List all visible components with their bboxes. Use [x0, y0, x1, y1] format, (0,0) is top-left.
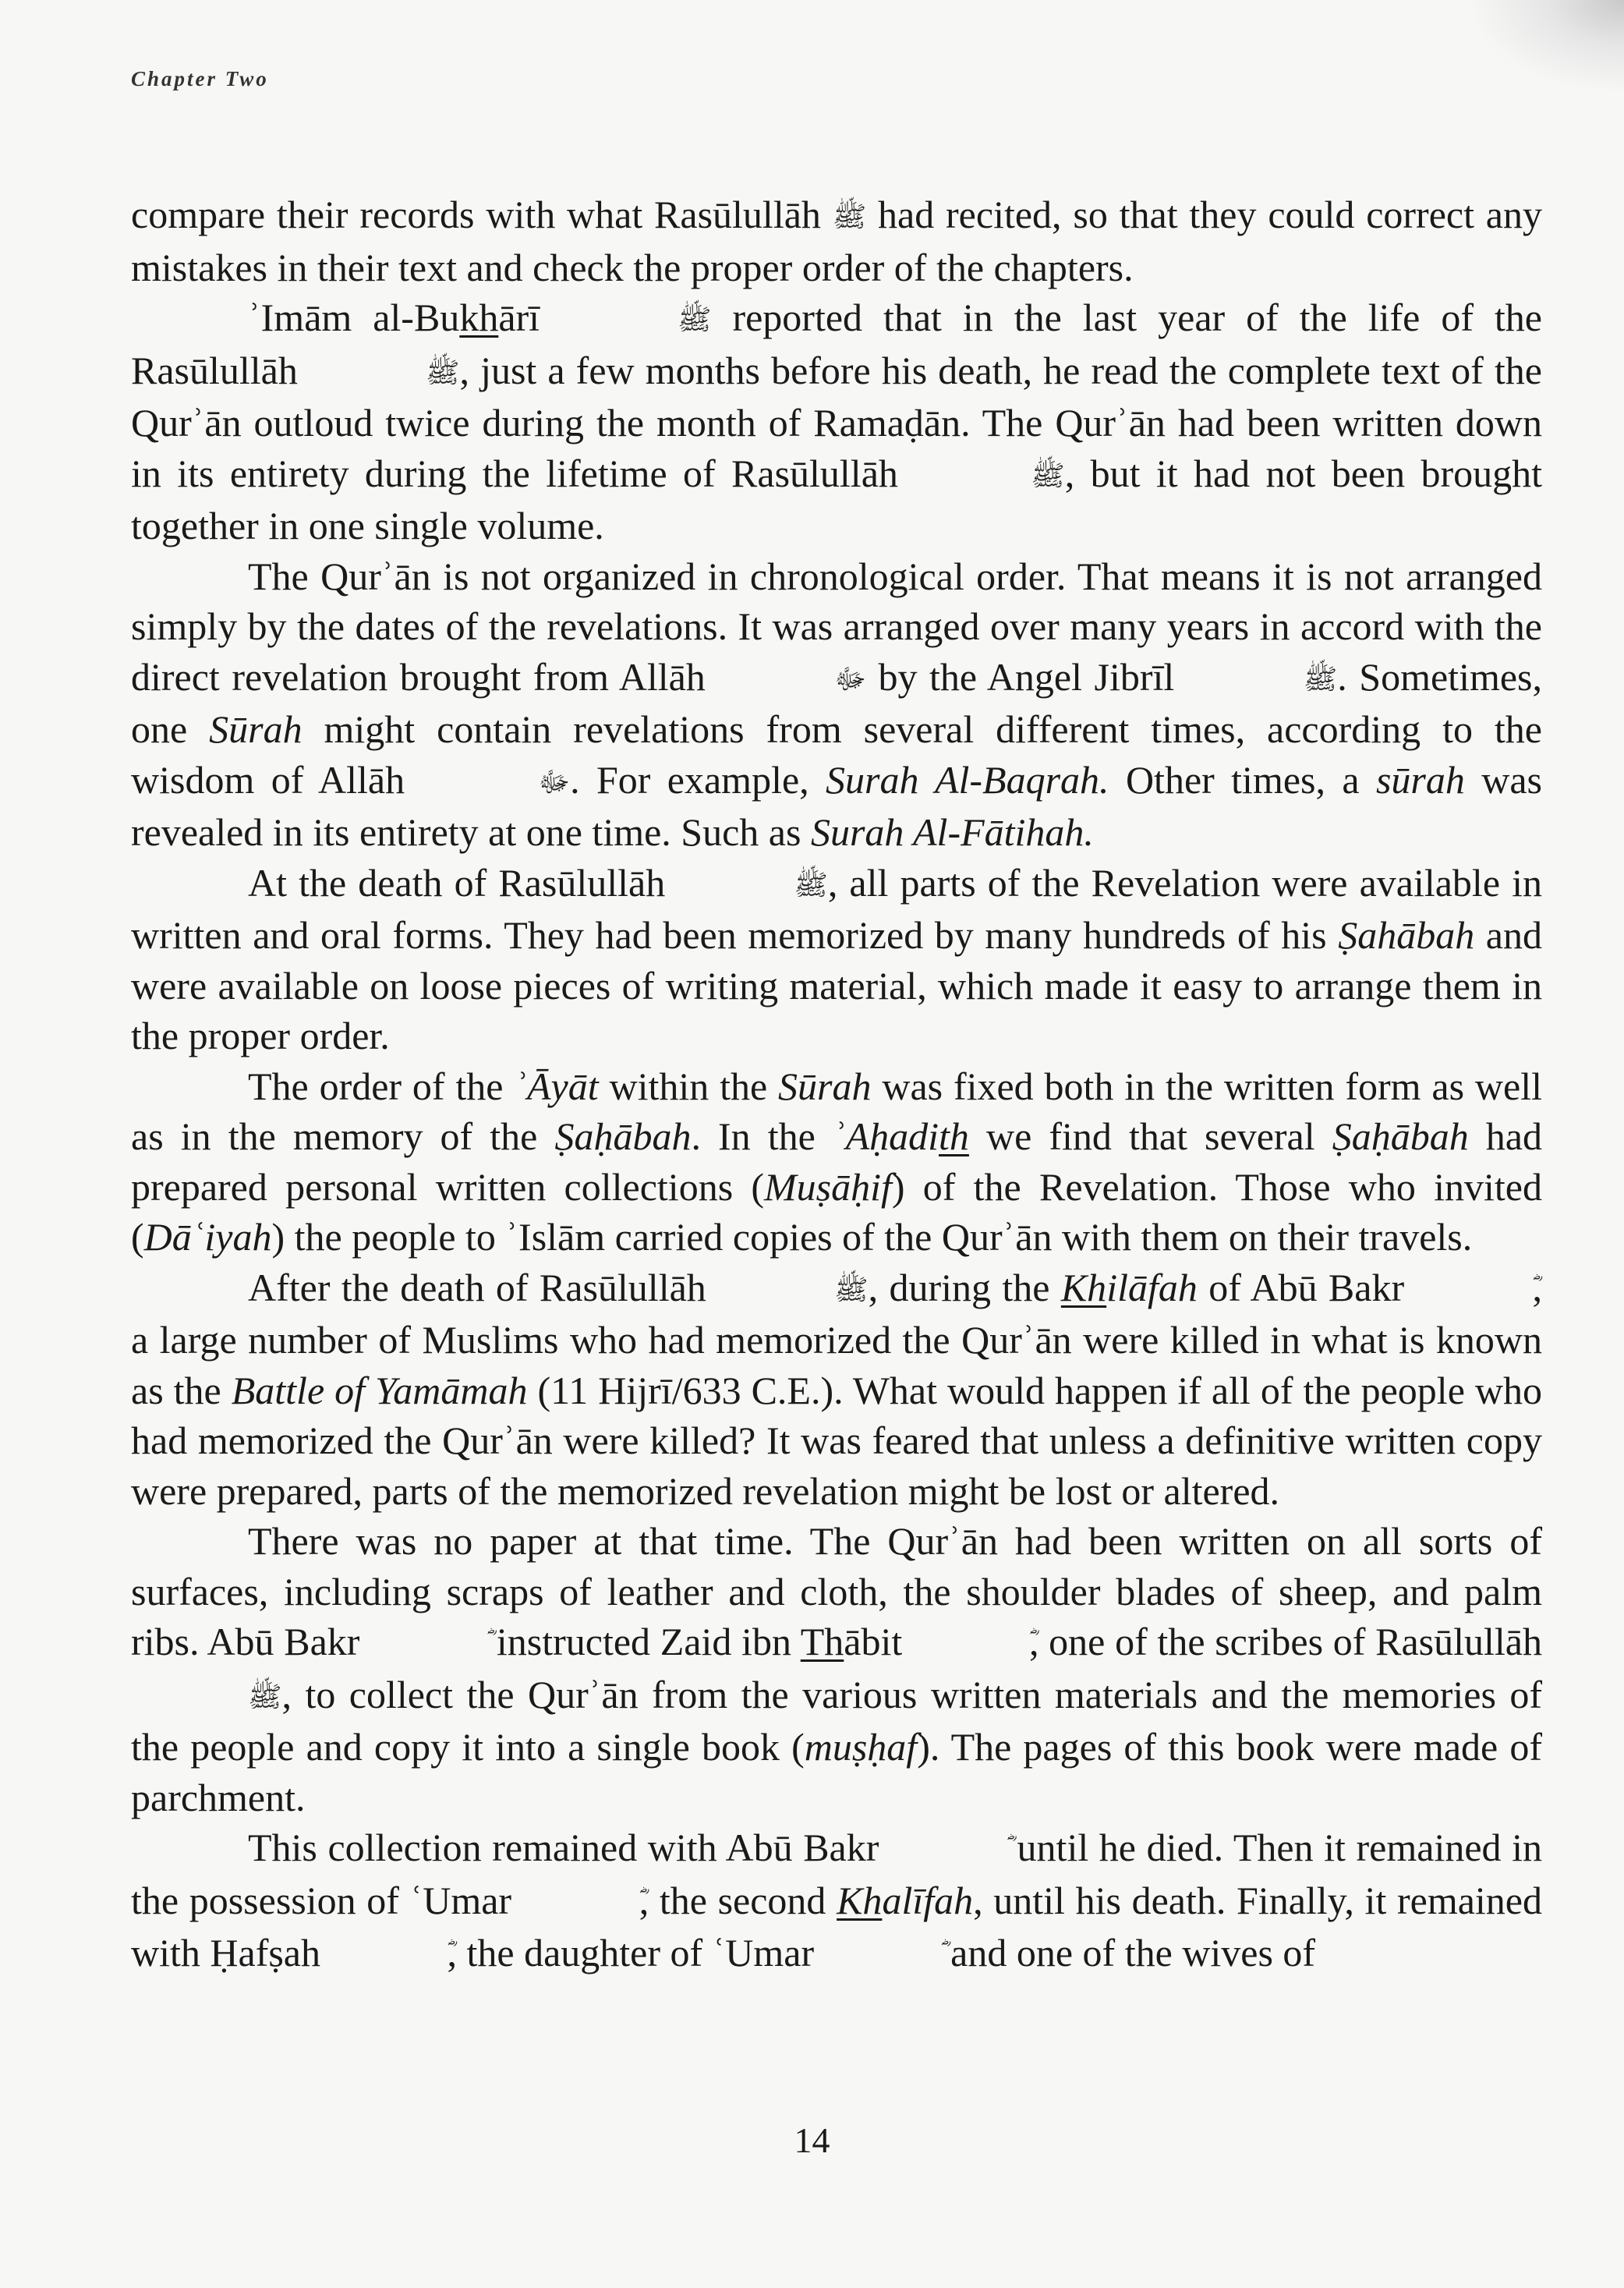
paragraph-2: ʾImām al-Bukhārī ﷺ reported that in the last year of the life of the Rasūlullāh ﷺ, just a few months before his death, he read the complete text of the Qurʾān outloud twice during the month of Ramaḍān. The Qurʾān had been written down in its entirety during the lifetime of Rasūlullāh ﷺ, but it had not been brought together in one single volume.	[131, 296, 1543, 547]
paragraph-4: At the death of Rasūlullāh ﷺ, all parts of the Revelation were available in written and oral forms. They had been memorized by many hundreds of his Ṣahābah and were available on loose pieces of writing material, which made it easy to arrange them in the proper order.	[131, 860, 1542, 1057]
paragraph-6: After the death of Rasūlullāh ﷺ, during the Khilāfah of Abū Bakr , a large number of Muslims who had memorized the Qurʾān were killed in what is known as the Battle of Yamāmah (11 Hijrī/633 C.E.). What would happen if all of the people who had memorized the Qurʾān were killed? It was feared that unless a definitive written copy were prepared, parts of the memorized revelation might be lost or altered.	[131, 1265, 1542, 1513]
honorific-icon: ﷺ	[1303, 663, 1338, 695]
running-head: Chapter Two	[131, 67, 269, 90]
honorific-icon	[331, 1930, 448, 1981]
honorific-icon: ﷺ	[1031, 459, 1065, 491]
honorific-icon: ﷺ	[425, 356, 460, 388]
page-corner-shadow	[1468, 0, 1624, 94]
page-number: 14	[794, 2120, 830, 2160]
paragraph-5: The order of the ʾĀyāt within the Sūrah was fixed both in the written form as well as in the memory of the Ṣaḥābah. In the ʾAḥadith we find that several Ṣaḥābah had prepared personal written collections (Muṣāḥif) of the Revelation. Those who invited (Dāʿiyah) the people to ʾIslām carried copies of the Qurʾān with them on their travels.	[131, 1064, 1542, 1259]
honorific-icon: ﷺ	[248, 1681, 282, 1712]
honorific-icon: ﷺ	[794, 869, 828, 901]
honorific-icon	[370, 1619, 486, 1670]
honorific-icon	[522, 1878, 639, 1929]
paragraph-7: There was no paper at that time. The Qurʾān had been written on all sorts of surfaces, including scraps of leather and cloth, the shoulder blades of sheep, and palm ribs. Abū Bakr instructed Zaid ibn Thābit , one of the scribes of Rasūlullāh ﷺ, to collect the Qurʾān from the various written materials and the memories of the people and copy it into a single book (muṣḥaf). The pages of this book were made of parchment.	[131, 1519, 1542, 1819]
honorific-icon: ﷻ	[538, 766, 571, 798]
paragraph-1: compare their records with what Rasūlullāh ﷺ had recited, so that they could correct any mistakes in their text and check the proper order of the chapters.	[131, 193, 1542, 289]
honorific-icon	[1415, 1265, 1532, 1316]
body-text	[131, 189, 1542, 1981]
honorific-icon	[824, 1930, 941, 1981]
paragraph-8: This collection remained with Abū Bakr until he died. Then it remained in the possession of ʿUmar , the second Khalīfah, until his death. Finally, it remained with Ḥafṣah , the daughter of ʿUmar and one of the wives of	[131, 1822, 1542, 1981]
paragraph-3: The Qurʾān is not organized in chronological order. That means it is not arranged simply by the dates of the revelations. It was arranged over many years in accord with the direct revelation brought from Allāh ﷻ by the Angel Jibrīl ﷺ. Sometimes, one Sūrah might contain revelations from several different times, according to the wisdom of Allāh ﷻ. For example, Surah Al-Baqrah. Other times, a sūrah was revealed in its entirety at one time. Such as Surah Al-Fātihah.	[131, 554, 1543, 854]
honorific-icon: ﷺ	[678, 304, 712, 335]
honorific-icon	[890, 1825, 1007, 1875]
honorific-icon: ﷺ	[834, 1273, 869, 1305]
honorific-icon: ﷻ	[834, 663, 866, 695]
honorific-icon	[912, 1619, 1029, 1670]
honorific-icon: ﷺ	[832, 201, 867, 232]
